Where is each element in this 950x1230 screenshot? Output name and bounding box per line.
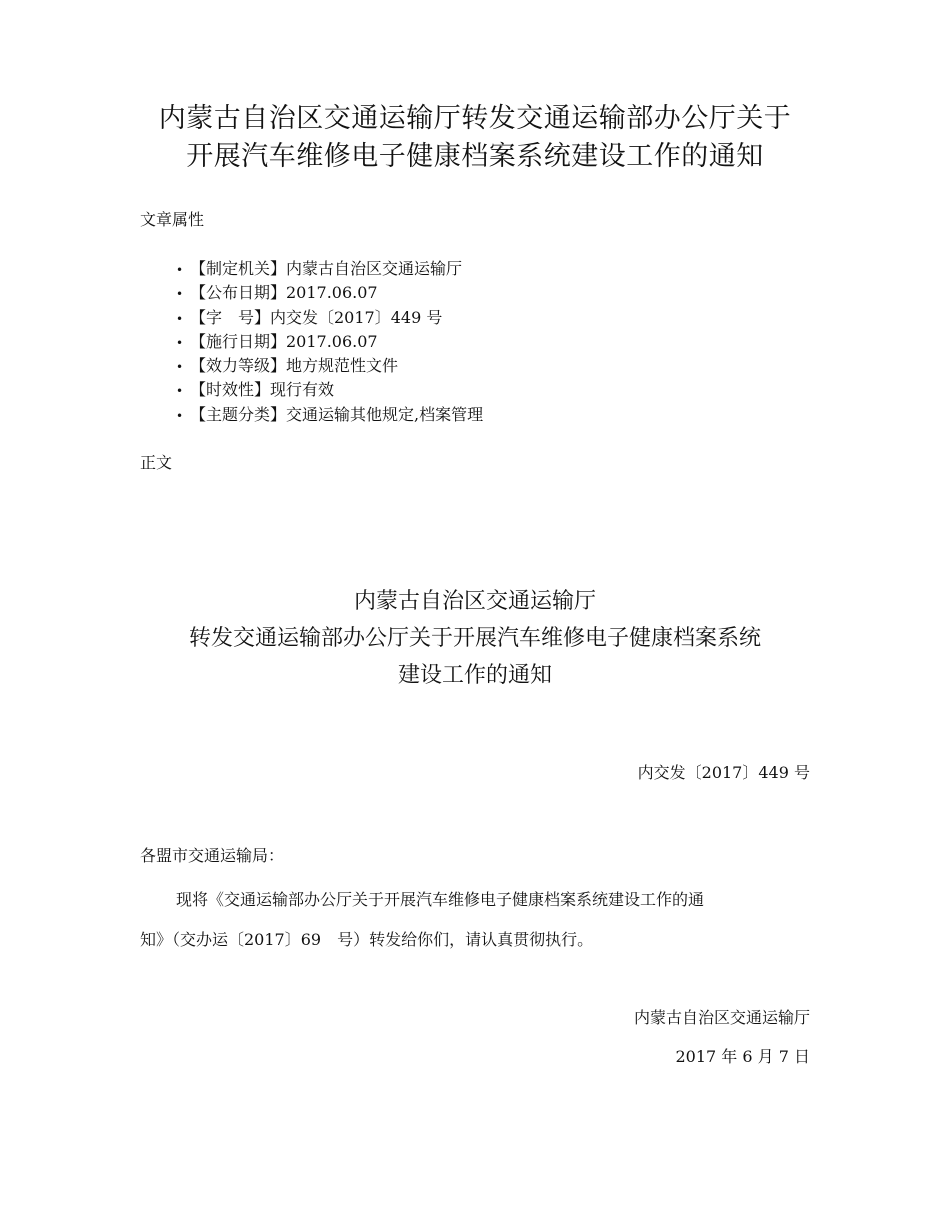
- notice-title: [110, 583, 840, 694]
- notice-title-line-3: 建设工作的通知: [397, 663, 552, 688]
- bullet-icon: •: [176, 263, 184, 277]
- notice-title-line-1: 内蒙古自治区交通运输厅: [353, 589, 596, 614]
- document-title-line-2: 开展汽车维修电子健康档案系统建设工作的通知: [186, 141, 764, 172]
- attributes-list: [176, 257, 483, 427]
- notice-salutation: 各盟市交通运输局：: [140, 846, 285, 865]
- signature-organization: 内蒙古自治区交通运输厅: [633, 1008, 810, 1027]
- attribute-text: 【主题分类】交通运输其他规定,档案管理: [190, 404, 484, 424]
- attribute-text: 【效力等级】地方规范性文件: [190, 356, 399, 376]
- attribute-item-legal-level: [176, 354, 483, 378]
- attribute-text: 【字 号】内交发〔2017〕449 号: [190, 307, 443, 327]
- bullet-icon: •: [176, 360, 184, 375]
- notice-title-line-2: 转发交通运输部办公厅关于开展汽车维修电子健康档案系统: [188, 626, 761, 651]
- attribute-item-publish-date: [176, 281, 483, 305]
- document-title-line-1: 内蒙古自治区交通运输厅转发交通运输部办公厅关于: [158, 103, 792, 134]
- body-heading: 正文: [140, 453, 173, 472]
- attribute-text: 【公布日期】2017.06.07: [190, 283, 378, 303]
- attribute-text: 【施行日期】2017.06.07: [190, 331, 378, 351]
- notice-paragraph: [140, 880, 810, 960]
- bullet-icon: •: [176, 408, 184, 423]
- bullet-icon: •: [176, 335, 184, 350]
- attribute-item-doc-number: [176, 306, 483, 330]
- attribute-item-issuing-authority: [176, 257, 483, 281]
- signature-date: 2017 年 6 月 7 日: [675, 1047, 810, 1066]
- attribute-text: 【时效性】现行有效: [190, 380, 335, 400]
- attributes-heading: 文章属性: [140, 210, 205, 229]
- notice-paragraph-line-2: 知》（交办运〔2017〕69 号）转发给你们，请认真贯彻执行。: [140, 930, 594, 949]
- attribute-text: 【制定机关】内蒙古自治区交通运输厅: [190, 259, 463, 278]
- notice-doc-number: 内交发〔2017〕449 号: [637, 763, 810, 782]
- attribute-item-effective-date: [176, 330, 483, 354]
- document-title: [110, 100, 840, 176]
- bullet-icon: •: [176, 287, 184, 302]
- notice-paragraph-line-1: 现将《交通运输部办公厅关于开展汽车维修电子健康档案系统建设工作的通: [176, 890, 705, 909]
- bullet-icon: •: [176, 384, 184, 399]
- attribute-item-validity: [176, 378, 483, 402]
- bullet-icon: •: [176, 311, 184, 326]
- attribute-item-category: [176, 403, 483, 427]
